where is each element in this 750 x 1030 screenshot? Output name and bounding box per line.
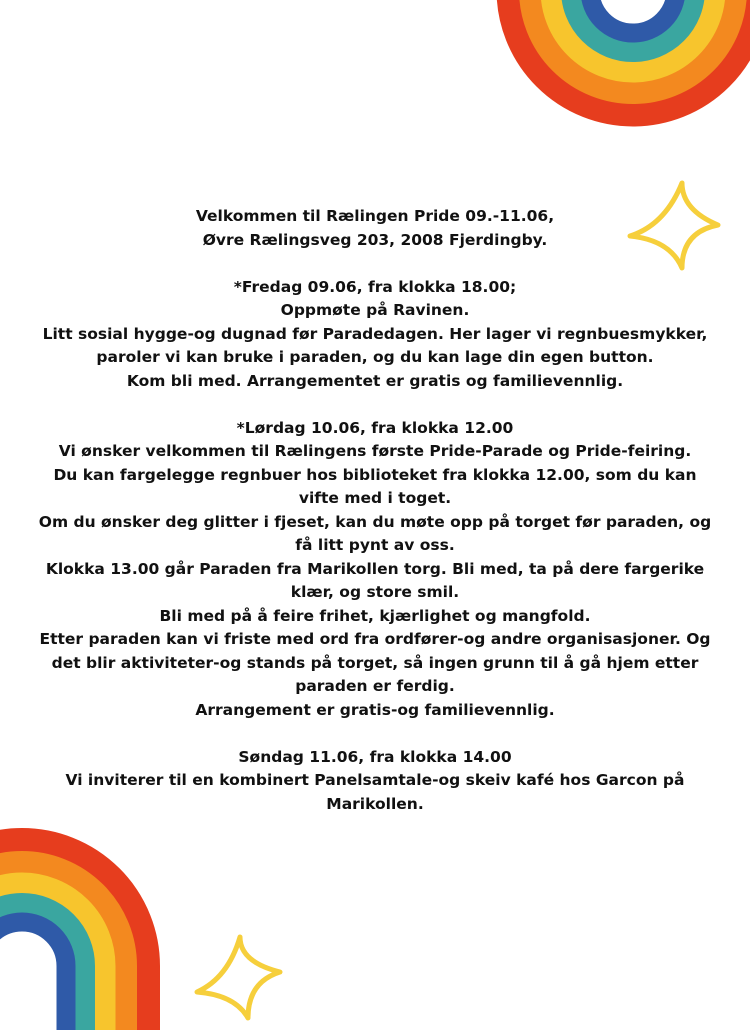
rainbow-top-right [508,0,750,115]
intro-title: Velkommen til Rælingen Pride 09.-11.06, [195,207,555,225]
saturday-text-line: klær, og store smil. [290,583,460,601]
saturday-text-line: Bli med på å feire frihet, kjærlighet og mangfold. [159,606,591,625]
saturday-text-line: Etter paraden kan vi friste med ord fra ordfører-og andre organisasjoner. Og [39,630,711,648]
rainbow-bottom-left [0,840,148,1030]
spacer [20,252,730,276]
saturday-text-line: Du kan fargelegge regnbuer hos biblioteket fra klokka 12.00, som du kan [53,465,697,484]
saturday-text-line: Klokka 13.00 går Paraden fra Marikollen torg. Bli med, ta på dere fargerike [45,559,705,578]
saturday-text-line: Vi ønsker velkommen til Rælingens første Pride-Parade og Pride-feiring. [58,442,692,460]
friday-location: Oppmøte på Ravinen. [280,301,470,319]
star-icon [197,937,280,1018]
saturday-text-line: det blir aktiviteter-og stands på torget, så ingen grunn til å gå hjem etter [51,653,699,672]
saturday-text-line: Om du ønsker deg glitter i fjeset, kan du møte opp på torget før paraden, og [38,512,712,531]
event-program [20,205,730,816]
saturday-text-line: få litt pynt av oss. [295,536,455,554]
friday-text-line: Kom bli med. Arrangementet er gratis og familievennlig. [126,371,624,390]
friday-text-line: paroler vi kan bruke i paraden, og du kan lage din egen button. [96,348,654,366]
sunday-text-line: Marikollen. [326,794,424,813]
spacer [20,393,730,417]
sunday-text-line: Vi inviterer til en kombinert Panelsamtale-og skeiv kafé hos Garcon på [65,771,685,789]
saturday-text-line: paraden er ferdig. [295,677,455,695]
sunday-heading: Søndag 11.06, fra klokka 14.00 [238,747,512,766]
saturday-heading: *Lørdag 10.06, fra klokka 12.00 [236,418,514,437]
saturday-text-line: vifte med i toget. [298,489,452,507]
saturday-text-line: Arrangement er gratis-og familievennlig. [195,700,555,719]
spacer [20,722,730,746]
friday-text-line: Litt sosial hygge-og dugnad før Paradedagen. Her lager vi regnbuesmykker, [42,324,708,343]
friday-heading: *Fredag 09.06, fra klokka 18.00; [233,277,517,296]
intro-address: Øvre Rælingsveg 203, 2008 Fjerdingby. [202,230,548,249]
